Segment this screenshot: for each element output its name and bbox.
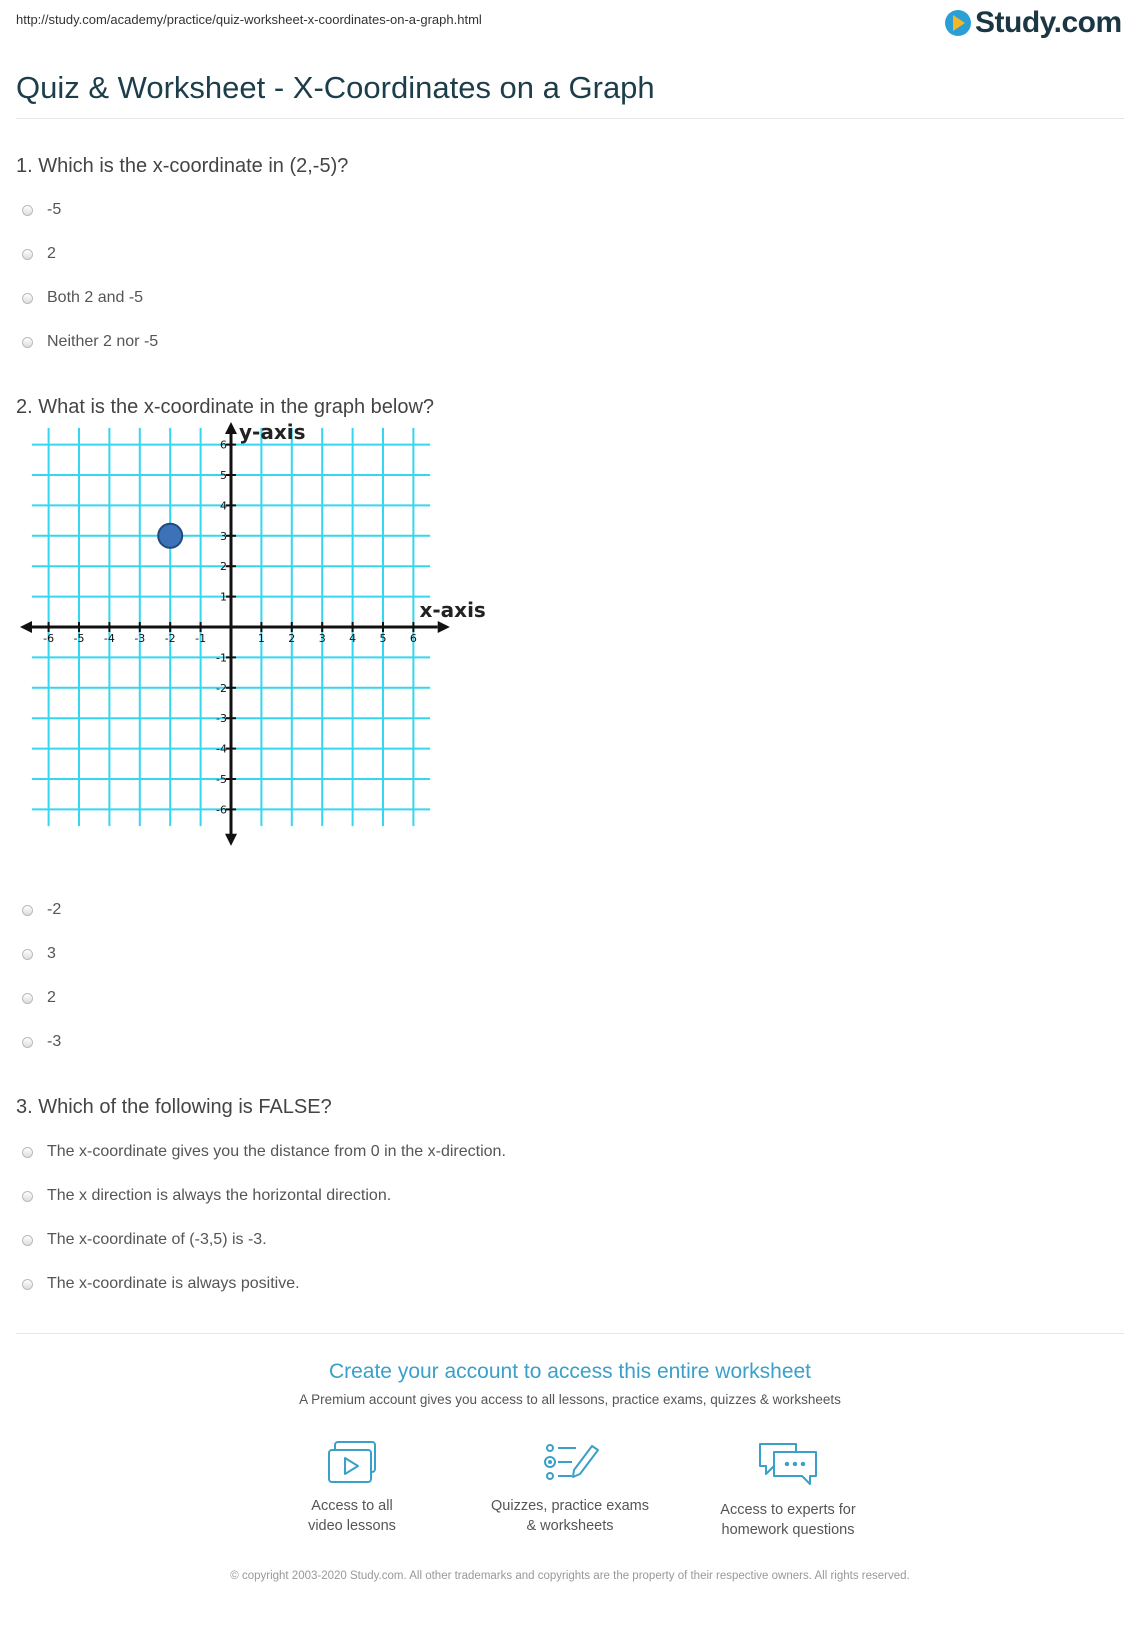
copyright-text: © copyright 2003-2020 Study.com. All other trademarks and copyrights are the property of their respective owners. All rights reserved. (230, 1570, 910, 1582)
y-axis-label: y-axis (239, 420, 306, 445)
y-tick-label: 5 (220, 469, 227, 482)
feature-line-2: & worksheets (526, 1518, 614, 1534)
option-label: Both 2 and -5 (47, 289, 144, 306)
page-url: http://study.com/academy/practice/quiz-worksheet-x-coordinates-on-a-graph.html (16, 12, 482, 27)
question-1: 1. Which is the x-coordinate in (2,-5)? (16, 155, 349, 177)
x-tick-label: -6 (43, 632, 55, 645)
x-tick-label: 3 (318, 632, 326, 645)
quiz-checklist-icon (540, 1440, 600, 1486)
x-tick-label: -1 (195, 632, 207, 645)
logo-text: Study.com (975, 6, 1122, 39)
section-divider (16, 1333, 1124, 1334)
q3-option-3[interactable] (22, 1229, 267, 1251)
option-label: The x-coordinate of (-3,5) is -3. (47, 1231, 267, 1248)
y-tick-label: -5 (216, 773, 227, 786)
x-tick-label: -2 (164, 632, 176, 645)
option-label: The x-coordinate gives you the distance from 0 in the x-direction. (47, 1143, 506, 1160)
question-2: 2. What is the x-coordinate in the graph below? (16, 396, 435, 418)
radio-button[interactable] (22, 1279, 33, 1290)
q2-option-4[interactable] (22, 1031, 61, 1053)
q3-option-2[interactable] (22, 1185, 391, 1207)
q1-option-1[interactable] (22, 199, 61, 221)
radio-button[interactable] (22, 1147, 33, 1158)
q1-option-2[interactable] (22, 243, 56, 265)
y-tick-label: 1 (220, 590, 227, 604)
radio-button[interactable] (22, 249, 33, 260)
radio-button[interactable] (22, 993, 33, 1004)
x-axis-left-arrow (20, 621, 32, 633)
x-tick-label: -3 (134, 632, 146, 645)
y-tick-label: -1 (216, 651, 227, 665)
q2-option-1[interactable] (22, 899, 61, 921)
radio-button[interactable] (22, 949, 33, 960)
option-label: -2 (47, 901, 62, 918)
question-3: 3. Which of the following is FALSE? (16, 1096, 332, 1118)
feature-experts (688, 1440, 888, 1540)
option-label: -3 (47, 1033, 62, 1050)
q1-option-4[interactable] (22, 331, 158, 353)
x-tick-label: 1 (257, 632, 265, 645)
feature-line-2: homework questions (721, 1522, 855, 1538)
coordinate-graph (14, 420, 504, 870)
q1-option-3[interactable] (22, 287, 143, 309)
promo-subtitle: A Premium account gives you access to all lessons, practice exams, quizzes & worksheets (299, 1392, 841, 1407)
x-tick-label: -4 (103, 632, 115, 645)
x-tick-label: 5 (379, 632, 387, 645)
option-label: 3 (47, 945, 56, 962)
radio-button[interactable] (22, 1191, 33, 1202)
option-label: The x direction is always the horizontal direction. (47, 1187, 392, 1204)
feature-line-1: Access to all (311, 1498, 393, 1514)
video-lesson-icon (325, 1440, 379, 1486)
y-tick-label: 4 (220, 499, 227, 513)
y-tick-label: 6 (220, 438, 227, 452)
title-divider (16, 118, 1124, 119)
option-label: The x-coordinate is always positive. (47, 1275, 300, 1292)
q3-option-1[interactable] (22, 1141, 506, 1163)
x-axis-right-arrow (438, 621, 450, 633)
study-logo-icon (945, 10, 971, 36)
x-axis-label: x-axis (419, 598, 486, 622)
radio-button[interactable] (22, 1235, 33, 1246)
y-axis-up-arrow (225, 422, 237, 434)
radio-button[interactable] (22, 905, 33, 916)
data-point (158, 524, 182, 548)
page-title: Quiz & Worksheet - X-Coordinates on a Graph (16, 70, 655, 105)
q2-option-3[interactable] (22, 987, 56, 1009)
feature-video-lessons (252, 1440, 452, 1536)
x-tick-label: -5 (73, 632, 85, 645)
radio-button[interactable] (22, 205, 33, 216)
q3-option-4[interactable] (22, 1273, 300, 1295)
y-tick-label: 3 (220, 529, 227, 543)
feature-line-1: Quizzes, practice exams (491, 1498, 649, 1514)
x-tick-label: 4 (349, 632, 357, 645)
feature-quizzes (470, 1440, 670, 1536)
y-axis-down-arrow (225, 834, 237, 846)
y-tick-label: -3 (216, 712, 227, 726)
feature-line-2: video lessons (308, 1518, 396, 1534)
y-tick-label: -4 (216, 742, 227, 756)
x-tick-label: 6 (409, 632, 417, 645)
y-tick-label: -2 (216, 681, 227, 695)
y-tick-label: 2 (220, 560, 227, 574)
x-tick-label: 2 (288, 632, 296, 645)
feature-line-1: Access to experts for (720, 1502, 856, 1518)
radio-button[interactable] (22, 337, 33, 348)
y-tick-label: -6 (216, 803, 227, 817)
radio-button[interactable] (22, 293, 33, 304)
option-label: Neither 2 nor -5 (47, 333, 159, 350)
study-logo[interactable] (945, 6, 1122, 40)
chat-bubbles-icon (756, 1440, 820, 1490)
create-account-link[interactable]: Create your account to access this entire worksheet (328, 1360, 812, 1383)
option-label: 2 (47, 245, 56, 262)
q2-option-2[interactable] (22, 943, 56, 965)
option-label: -5 (47, 201, 62, 218)
option-label: 2 (47, 989, 56, 1006)
radio-button[interactable] (22, 1037, 33, 1048)
